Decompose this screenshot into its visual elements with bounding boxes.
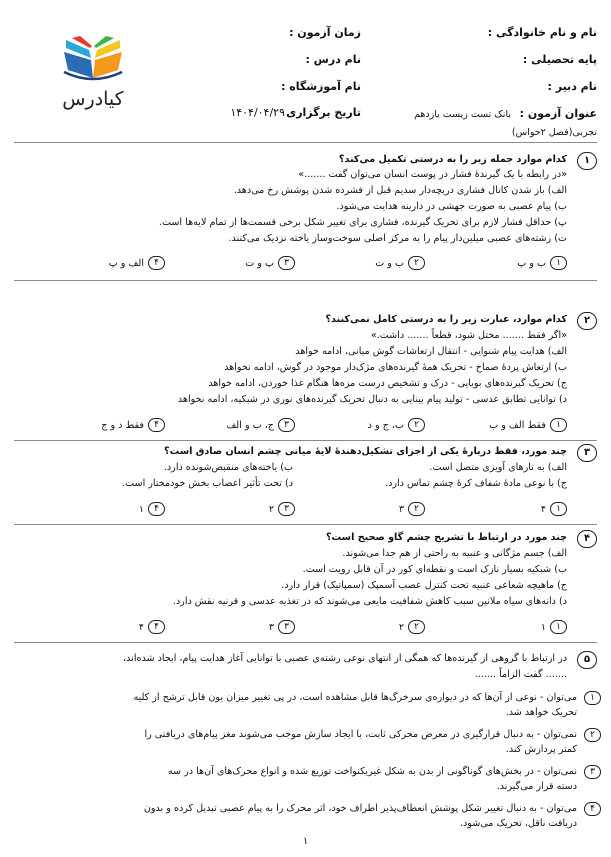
logo (58, 36, 128, 116)
answer-option[interactable]: ۳پ و ت (245, 256, 295, 272)
answer-option[interactable]: ۲۳ (399, 502, 425, 518)
answer-option[interactable]: ۱فقط الف و ب (489, 418, 567, 434)
date-value: ۱۴۰۴/۰۴/۲۹ (230, 106, 285, 119)
header-divider (14, 142, 597, 143)
book-logo-icon (58, 36, 128, 88)
answer-option[interactable]: ۴۱ (139, 502, 165, 518)
question-line: پ) حداقل فشار لازم برای تحریک گیرنده، فشاری برای تغییر شکل برخی قسمت‌ها از تمام لایه‌ها است. (158, 217, 567, 228)
answer-option[interactable]: ۳ج، ب و الف (226, 418, 295, 434)
option-text: دسته قرار می‌گیرند. (496, 781, 577, 792)
question-line: الف) باز شدن کانال فشاری دریچه‌دار سدیم قبل از فشرده شدن پوشش رخ می‌دهد. (233, 185, 567, 196)
answer-option[interactable]: ۲ب و ت (375, 256, 425, 272)
answer-option[interactable]: ۴فقط د و ج (101, 418, 165, 434)
question-stem: چند مورد، فقط دربارهٔ یکی از اجزای تشکیل‌دهندهٔ لایهٔ میانی چشم انسان صادق است؟ (164, 446, 567, 457)
option-text: تحریک خواهد شد. (505, 707, 577, 718)
question-stem: در ارتباط با گروهی از گیرنده‌ها که همگی از انتهای نوعی رشته‌ی عصبی با توانایی آغاز هدایت پیام، ایجاد شده‌اند، (123, 653, 567, 664)
answer-option[interactable]: ۳۳ (269, 620, 295, 636)
question-line: ب) شبکیه بسیار نازک است و نقطه‌ای کور در آن قابل رویت است. (302, 564, 567, 575)
question-line: د) تحت تأثیر اعصاب بخش خودمختار است. (122, 478, 293, 489)
answer-option[interactable]: ۴الف و پ (109, 256, 165, 272)
exam-title-value: بانک تست زیست یازدهم (414, 109, 511, 120)
question-stem: کدام موارد، عبارت زیر را به درستی کامل نمی‌کنند؟ (325, 314, 567, 325)
option-text: می‌توان - به دنبال تغییر شکل پوشش انعطاف‌پذیر اطراف خود، اثر محرک را به پیام عصبی تبدیل کرده و بدون (143, 803, 577, 814)
option-text: نمی‌توان - در بخش‌های گوناگونی از بدن به شکل غیریکنواخت توزیع شده و انواع محرک‌های آن‌ها در سه (167, 766, 577, 777)
lesson-label: نام درس : (305, 53, 361, 66)
option-text: دریافت ناقل، تحریک می‌شود. (459, 818, 577, 829)
question-number: ۵ (577, 651, 597, 669)
option-text: نمی‌توان - به دنبال قرارگیری در معرض محرکی ثابت، با ایجاد سازش موجب می‌شوند مغز پیام‌های دریافتی را (144, 729, 577, 740)
question-divider (14, 524, 597, 525)
question-stem: چند مورد در ارتباط با تشریح چشم گاو صحیح است؟ (325, 532, 567, 543)
answer-option[interactable]: ۲ب، ج و د (368, 418, 425, 434)
exam-title-continuation: تجربی(فصل ۲حواس) (511, 127, 597, 138)
question-line: ....... گفت الزاماً ....... (474, 669, 567, 680)
question-line: ب) پیام عصبی به صورت جهشی در دارینه هدایت می‌شود. (336, 201, 567, 212)
question-line: ج) با نوعی مادهٔ شفاف کرهٔ چشم تماس دارد. (385, 478, 567, 489)
page-number: ۱ (302, 836, 309, 847)
question-line: الف) هدایت پیام شنوایی - انتقال ارتعاشات گوش میانی، ادامه خواهد (295, 346, 567, 357)
question-line: د) توانایی تطابق عدسی - تولید پیام بینایی به دنبال تحریک گیرنده‌های نوری در شبکیه، ادامه نخواهد (177, 394, 567, 405)
question-line: ب) یاخته‌های منقبض‌شونده دارد. (163, 462, 293, 473)
question-number: ۱ (577, 152, 597, 170)
question-line: ت) رشته‌های عصبی میلین‌دار پیام را به مرکز اصلی سوخت‌وساز یاخته نزدیک می‌کنند. (228, 233, 567, 244)
answer-option[interactable]: ۳۲ (269, 502, 295, 518)
question-stem: کدام موارد جمله زیر را به درستی تکمیل می‌کند؟ (338, 154, 567, 165)
date-label: تاریخ برگزاری (286, 106, 361, 119)
question-number: ۳ (577, 444, 597, 462)
answer-option[interactable]: ۴۴ (139, 620, 165, 636)
option-text: می‌توان - نوعی از آن‌ها که در دیواره‌ی سرخرگ‌ها قابل مشاهده است، در پی تغییر میزان یون قابل ترشح از کلیه (133, 692, 577, 703)
answer-option[interactable]: ۱۱ (541, 620, 567, 636)
question-line: ب) ارتعاش پردهٔ صماخ - تحریک همهٔ گیرنده‌های مژک‌دار موجود در گوش، ادامه نخواهد (224, 362, 567, 373)
question-line: الف) جسم مژگانی و عنبیه به راحتی از هم جدا می‌شوند. (342, 548, 567, 559)
teacher-label: نام دبیر : (547, 80, 597, 93)
school-label: نام آموزشگاه : (280, 80, 361, 93)
student-name-label: نام و نام خانوادگی : (487, 26, 597, 39)
exam-title-label: عنوان آزمون : (519, 107, 597, 120)
question-line: د) دانه‌های سیاه ملانین سبب کاهش شفافیت مایعی می‌شوند که در تغذیه عدسی و قرنیه نقش دارد. (172, 596, 567, 607)
answer-option[interactable]: ۱۴ (541, 502, 567, 518)
answer-option[interactable]: ۱ب و پ (517, 256, 567, 272)
answer-option[interactable]: ۱ می‌توان - نوعی از آن‌ها که در دیواره‌ی سرخرگ‌ها قابل مشاهده است، در پی تغییر میزان یون قابل ترشح از کلیه تحریک خواهد شد. (37, 690, 577, 720)
question-number: ۲ (577, 312, 597, 330)
question-line: الف) به تارهای آویزی متصل است. (429, 462, 567, 473)
exam-time-label: زمان آزمون : (289, 26, 361, 39)
question-divider (14, 642, 597, 643)
question-line: «اگر فقط ....... مختل شود، قطعاً ....... داشت.» (370, 330, 567, 341)
question-divider (14, 440, 597, 441)
question-number: ۴ (577, 530, 597, 548)
answer-option[interactable]: ۳ نمی‌توان - در بخش‌های گوناگونی از بدن به شکل غیریکنواخت توزیع شده و انواع محرک‌های آن‌ها در سه دسته قرار می‌گیرند. (37, 764, 577, 794)
grade-label: پایه تحصیلی : (522, 53, 597, 66)
question-line: ج) ماهیچه شعاعی عنبیه تحت کنترل عصب آسمپک (سمپاتیک) قرار دارد. (281, 580, 567, 591)
logo-text: کیادرس (62, 88, 124, 110)
answer-option[interactable]: ۴ می‌توان - به دنبال تغییر شکل پوشش انعطاف‌پذیر اطراف خود، اثر محرک را به پیام عصبی تبدیل کرده و بدون دریافت ناقل، تحریک می‌شود. (37, 801, 577, 831)
answer-option[interactable]: ۲ نمی‌توان - به دنبال قرارگیری در معرض محرکی ثابت، با ایجاد سازش موجب می‌شوند مغز پیام‌های دریافتی را کمتر پردازش کند. (37, 727, 577, 757)
question-line: «در رابطه با یک گیرندهٔ فشار در پوست انسان می‌توان گفت .......» (298, 169, 567, 180)
option-text: کمتر پردازش کند. (505, 744, 577, 755)
answer-option[interactable]: ۲۲ (399, 620, 425, 636)
question-divider (14, 280, 597, 281)
question-line: ج) تحریک گیرنده‌های بویایی - درک و تشخیص درست مزه‌ها هنگام غذا خوردن، ادامه خواهد (208, 378, 567, 389)
